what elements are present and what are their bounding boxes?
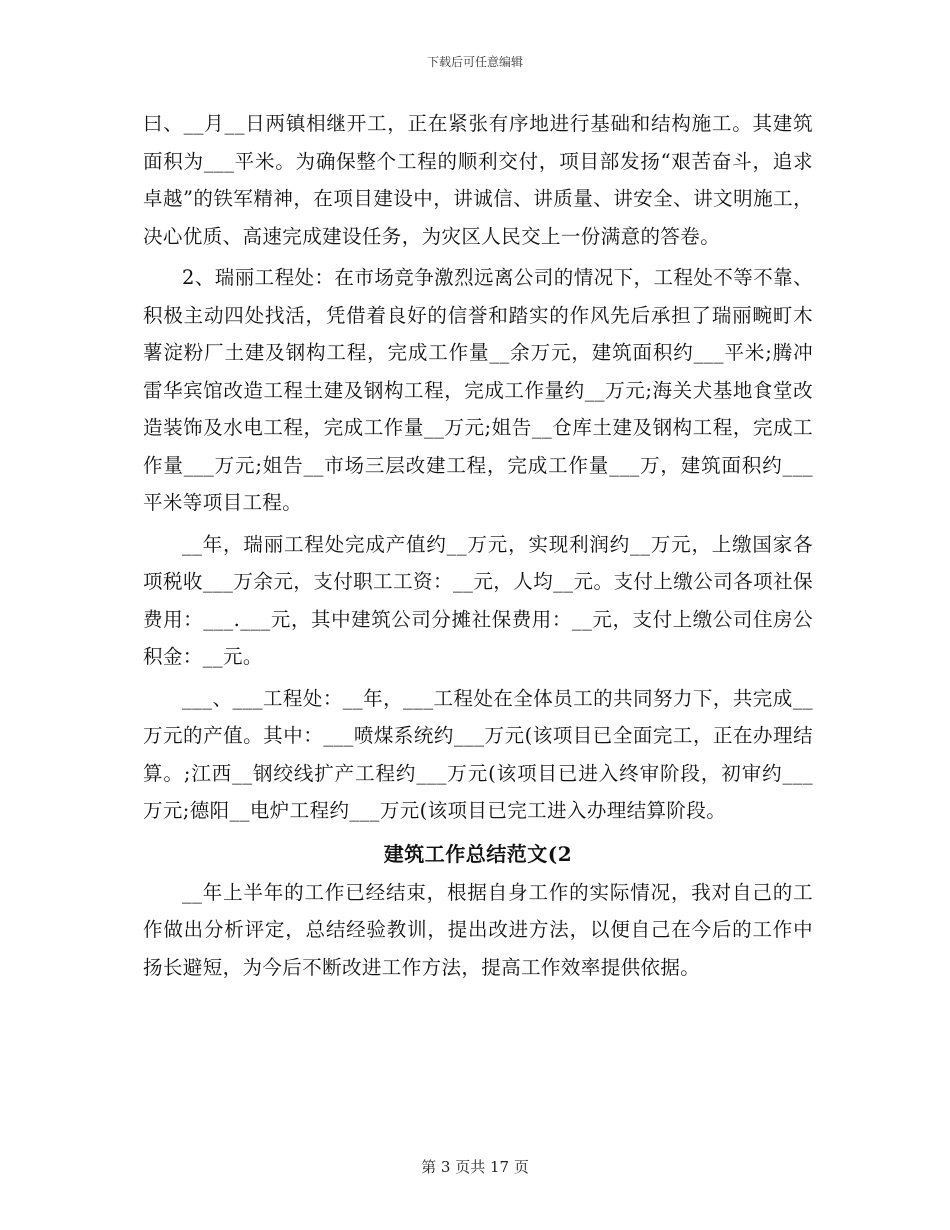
paragraph-ruili-finances: __年，瑞丽工程处完成产值约__万元，实现利润约__万元，上缴国家各项税收___万余元，支付职工工资：__元，人均__元。支付上缴公司各项社保费用：___.___元，其中建筑公司分摊社保费用：__元，支付上缴公司住房公积金：__元。 [143,532,813,668]
paragraph-half-year-summary: __年上半年的工作已经结束，根据自身工作的实际情况，我对自己的工作做出分析评定，总结经验教训，提出改进方法，以便自己在今后的工作中扬长避短，为今后不断改进工作方法，提高工作效率提供依据。 [143,880,813,979]
paragraph-continuation: 曰、__月__日两镇相继开工，正在紧张有序地进行基础和结构施工。其建筑面积为___平米。为确保整个工程的顺利交付，项目部发扬“艰苦奋斗，追求卓越”的铁军精神，在项目建设中，讲诚信、讲质量、讲安全、讲文明施工，决心优质、高速完成建设任务，为灾区人民交上一份满意的答卷。 [143,112,813,248]
section-title: 建筑工作总结范文(2 [383,841,573,866]
page-header-note: 下载后可任意编辑 [426,55,523,69]
paragraph-engineering-office: ___、___工程处：__年，___工程处在全体员工的共同努力下，共完成__万元的产值。其中：___喷煤系统约___万元(该项目已全面完工，正在办理结算。;江西__钢绞线扩产工程约___万元(该项目已进入终审阶段，初审约___万元;德阳__电炉工程约___万元(该项目已完工进入办理结算阶段。 [143,686,813,822]
page-number: 第 3 页共 17 页 [421,1158,529,1176]
document-body [143,105,813,990]
paragraph-ruili-engineering: 2、瑞丽工程处：在市场竞争激烈远离公司的情况下，工程处不等不靠、积极主动四处找活，凭借着良好的信誉和踏实的作风先后承担了瑞丽畹町木薯淀粉厂土建及钢构工程，完成工作量__余万元，建筑面积约___平米;腾冲雷华宾馆改造工程土建及钢构工程，完成工作量约__万元;海关犬基地食堂改造装饰及水电工程，完成工作量__万元;姐告__仓库土建及钢构工程，完成工作量___万元;姐告__市场三层改建工程，完成工作量___万，建筑面积约___平米等项目工程。 [143,266,813,514]
